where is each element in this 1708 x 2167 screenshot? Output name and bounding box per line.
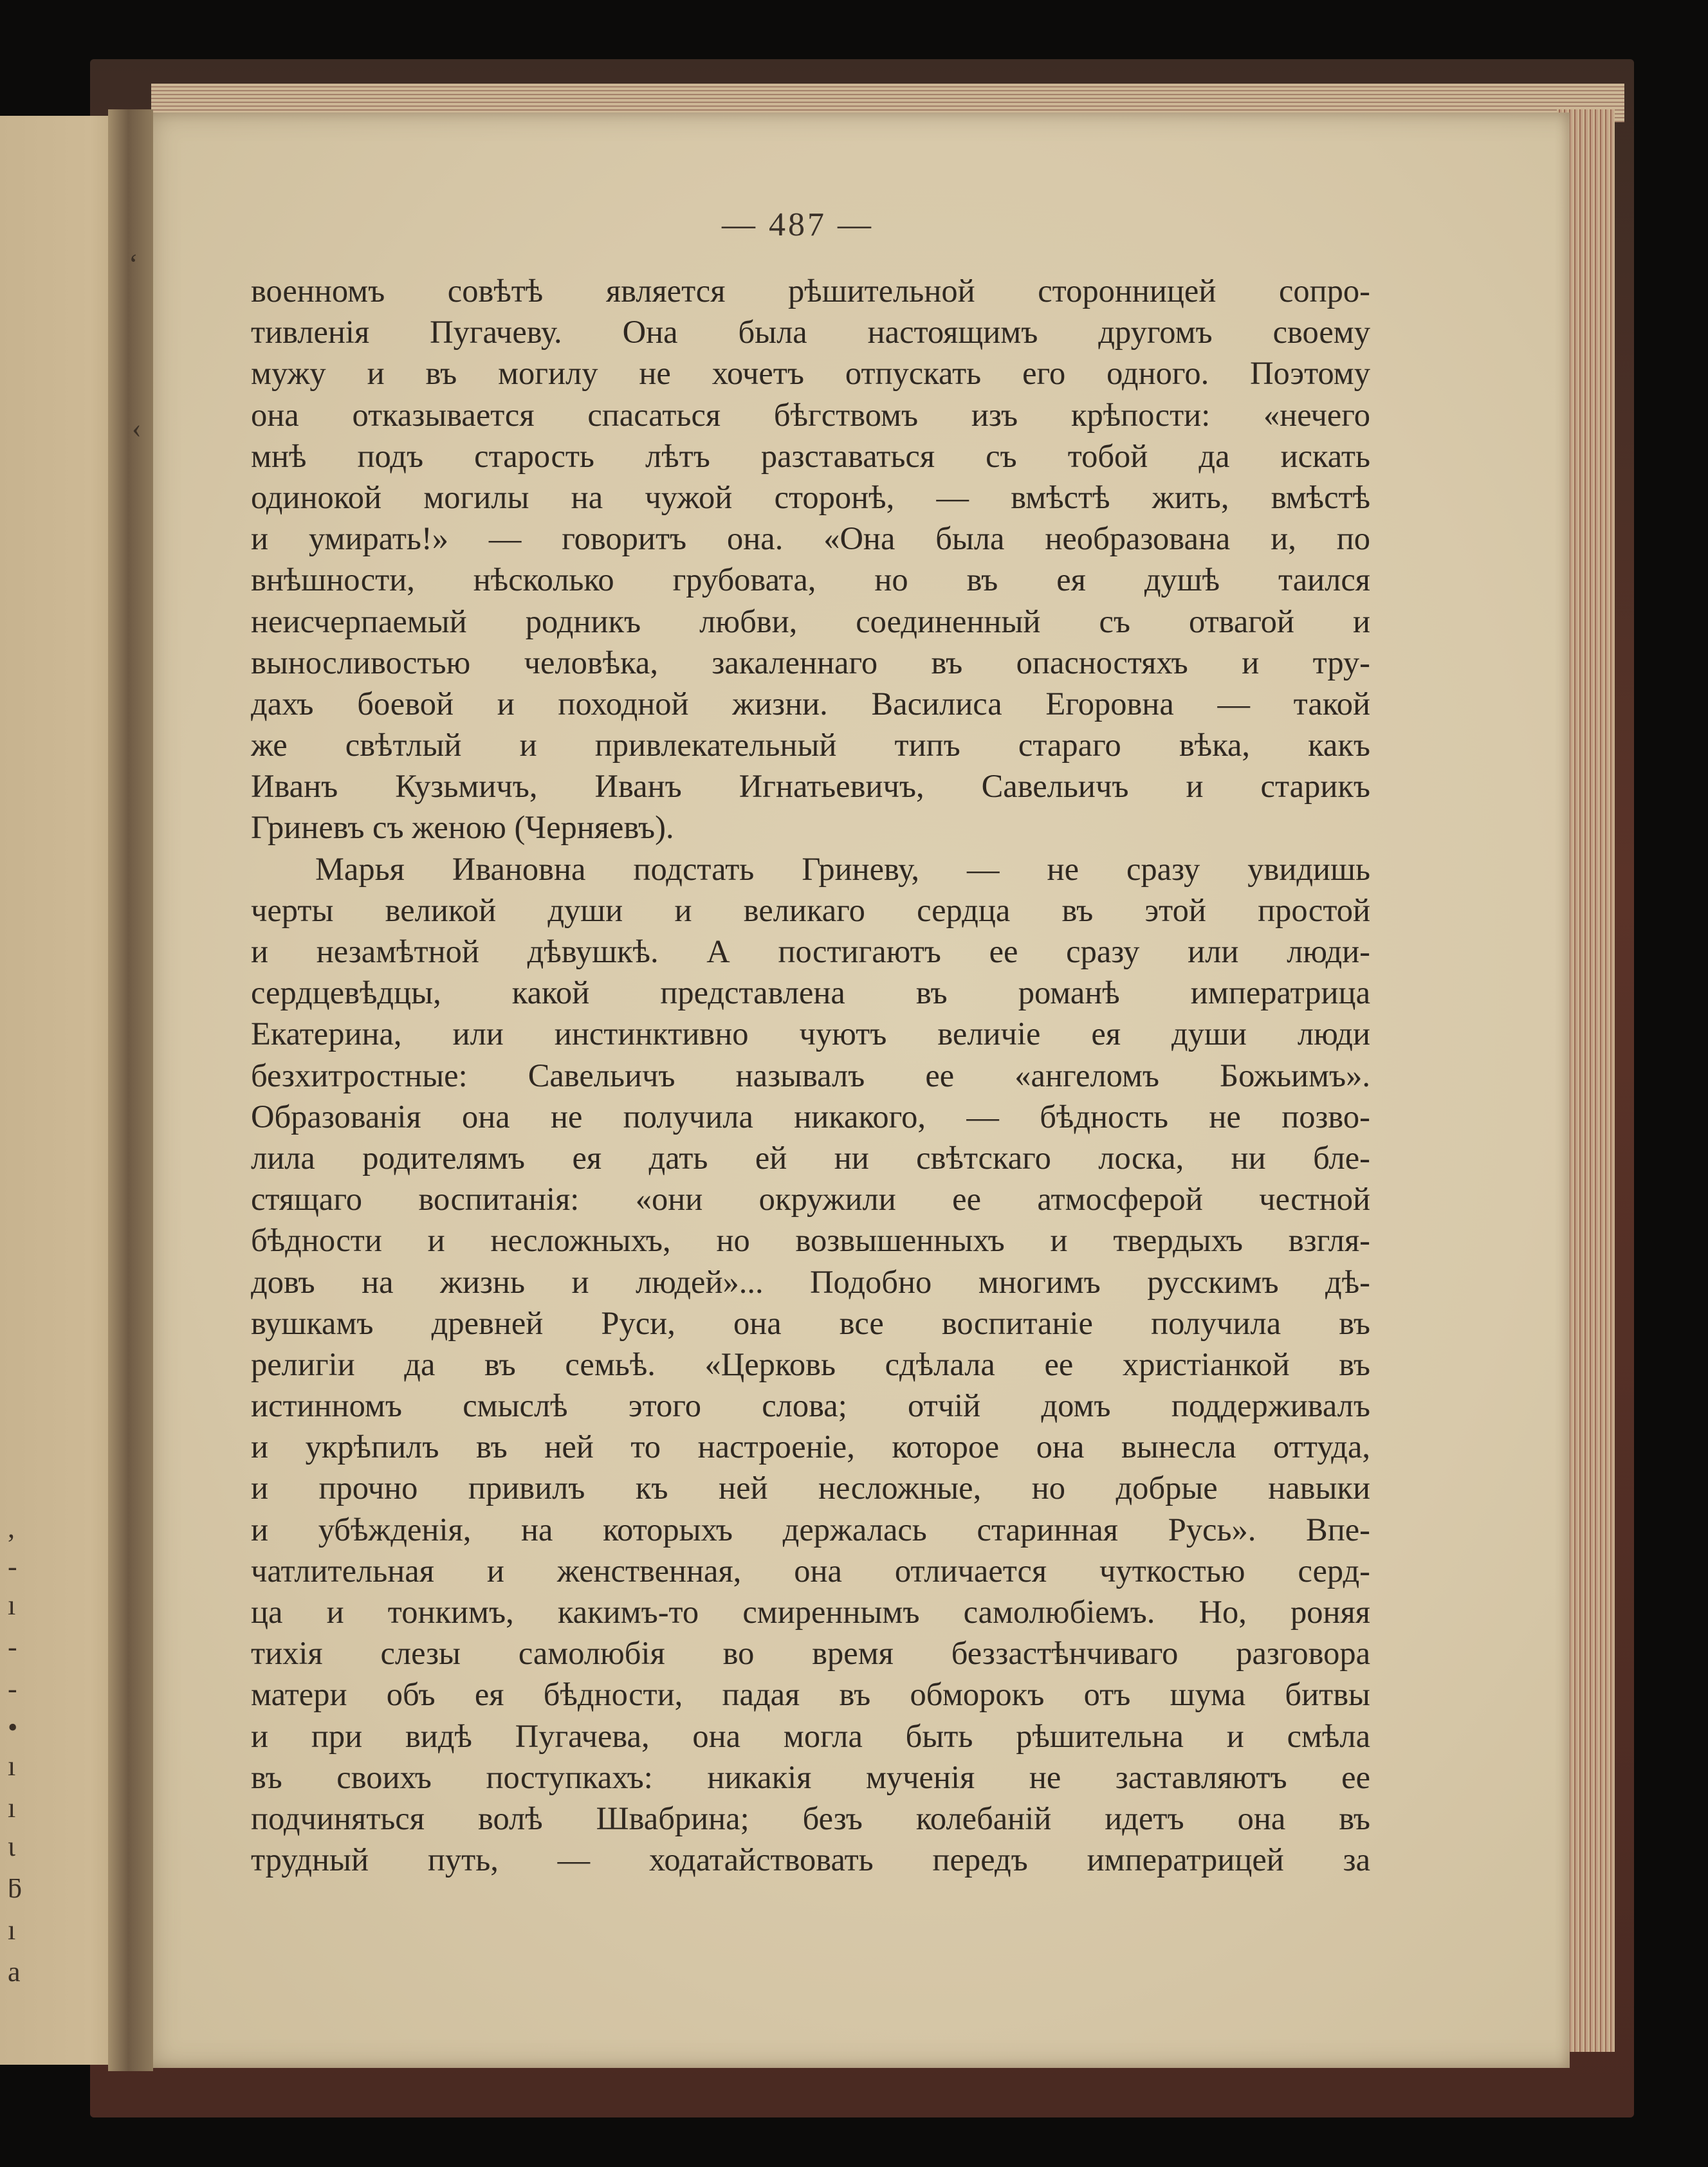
text-line: лила родителямъ ея дать ей ни свѣтскаго лоска, ни бле- bbox=[251, 1139, 1370, 1176]
margin-mark: ƃ bbox=[8, 1872, 22, 1904]
text-line: трудный путь, — ходатайствовать передъ императрицей за bbox=[251, 1842, 1370, 1878]
margin-mark: ʻ bbox=[129, 248, 138, 280]
margin-mark: a bbox=[8, 1956, 21, 1988]
page-number: — 487 — bbox=[722, 206, 874, 243]
margin-mark: ı bbox=[8, 1914, 16, 1946]
text-line: военномъ совѣтѣ является рѣшительной сторонницей сопро- bbox=[251, 273, 1370, 309]
text-line: и при видѣ Пугачева, она могла быть рѣшительна и смѣла bbox=[251, 1717, 1370, 1754]
text-line: тивленія Пугачеву. Она была настоящимъ другомъ своему bbox=[251, 314, 1370, 351]
text-line: и укрѣпилъ въ ней то настроеніе, которое она вынесла оттуда, bbox=[251, 1429, 1370, 1465]
text-line: и незамѣтной дѣвушкѣ. А постигаютъ ее сразу или люди- bbox=[251, 933, 1370, 969]
text-line: мужу и въ могилу не хочетъ отпускать его одного. Поэтому bbox=[251, 355, 1370, 392]
text-line: внѣшности, нѣсколько грубовата, но въ ея душѣ таился bbox=[251, 562, 1370, 598]
book-gutter bbox=[108, 109, 153, 2071]
margin-mark: ı bbox=[8, 1792, 16, 1824]
text-line: Иванъ Кузьмичъ, Иванъ Игнатьевичъ, Савельичъ и старикъ bbox=[251, 768, 1370, 805]
body-text bbox=[251, 270, 1370, 1880]
margin-mark: - bbox=[8, 1673, 17, 1705]
margin-mark: ı bbox=[8, 1589, 16, 1621]
text-line: сердцевѣдцы, какой представлена въ романѣ императрица bbox=[251, 974, 1370, 1011]
text-line: и умирать!» — говоритъ она. «Она была необразована и, по bbox=[251, 520, 1370, 557]
text-line: ца и тонкимъ, какимъ-то смиреннымъ самолюбіемъ. Но, роняя bbox=[251, 1594, 1370, 1630]
text-line: Образованія она не получила никакого, — бѣдность не позво- bbox=[251, 1098, 1370, 1135]
text-line: подчиняться волѣ Швабрина; безъ колебаній идетъ она въ bbox=[251, 1800, 1370, 1836]
text-line: чатлительная и женственная, она отличается чуткостью серд- bbox=[251, 1552, 1370, 1589]
text-line: довъ на жизнь и людей»... Подобно многимъ русскимъ дѣ- bbox=[251, 1263, 1370, 1300]
margin-mark: ι bbox=[8, 1831, 15, 1862]
margin-mark: ı bbox=[8, 1750, 16, 1782]
text-line: дахъ боевой и походной жизни. Василиса Егоровна — такой bbox=[251, 685, 1370, 722]
text-line: Гриневъ съ женою (Черняевъ). bbox=[251, 809, 674, 846]
text-line: одинокой могилы на чужой сторонѣ, — вмѣстѣ жить, вмѣстѣ bbox=[251, 479, 1370, 515]
margin-mark: , bbox=[8, 1512, 15, 1544]
text-line: черты великой души и великаго сердца въ этой простой bbox=[251, 891, 1370, 928]
text-line: выносливостью человѣка, закаленнаго въ опасностяхъ и тру- bbox=[251, 644, 1370, 681]
text-line: бѣдности и несложныхъ, но возвышенныхъ и твердыхъ взгля- bbox=[251, 1222, 1370, 1259]
text-line: матери объ ея бѣдности, падая въ обморокъ отъ шума битвы bbox=[251, 1676, 1370, 1713]
margin-mark: ‹ bbox=[132, 412, 142, 444]
text-line: же свѣтлый и привлекательный типъ стараго вѣка, какъ bbox=[251, 727, 1370, 763]
text-line: тихія слезы самолюбія во время беззастѣнчиваго разговора bbox=[251, 1635, 1370, 1672]
margin-mark: • bbox=[8, 1712, 18, 1743]
text-line: вушкамъ древней Руси, она все воспитаніе получила въ bbox=[251, 1304, 1370, 1341]
text-line: безхитростные: Савельичъ называлъ ее «ангеломъ Божьимъ». bbox=[251, 1057, 1370, 1093]
text-line: мнѣ подъ старость лѣтъ разставаться съ тобой да искать bbox=[251, 437, 1370, 474]
margin-mark: - bbox=[8, 1631, 17, 1663]
text-line: Екатерина, или инстинктивно чуютъ величіе ея души люди bbox=[251, 1016, 1370, 1052]
text-line: религіи да въ семьѣ. «Церковь сдѣлала ее христіанкой въ bbox=[251, 1346, 1370, 1382]
text-line: и прочно привилъ къ ней несложные, но добрые навыки bbox=[251, 1470, 1370, 1506]
margin-mark: - bbox=[8, 1551, 17, 1582]
text-line: неисчерпаемый родникъ любви, соединенный съ отвагой и bbox=[251, 603, 1370, 639]
text-line: Марья Ивановна подстать Гриневу, — не сразу увидишь bbox=[315, 850, 1370, 887]
text-line: и убѣжденія, на которыхъ держалась старинная Русь». Впе- bbox=[251, 1511, 1370, 1548]
text-line: истинномъ смыслѣ этого слова; отчій домъ поддерживалъ bbox=[251, 1387, 1370, 1424]
text-line: она отказывается спасаться бѣгствомъ изъ крѣпости: «нечего bbox=[251, 396, 1370, 433]
text-line: стящаго воспитанія: «они окружили ее атмосферой честной bbox=[251, 1181, 1370, 1218]
text-line: въ своихъ поступкахъ: никакія мученія не заставляютъ ее bbox=[251, 1759, 1370, 1795]
